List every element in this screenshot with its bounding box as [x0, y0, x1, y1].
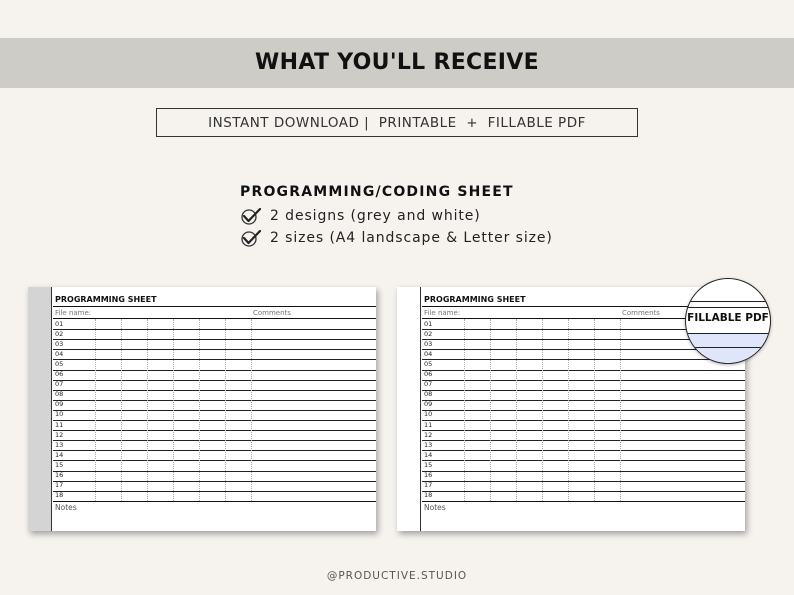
feature-item: [240, 230, 553, 246]
feature-item: [240, 208, 553, 224]
ruled-line: [53, 390, 376, 391]
row-number: 04: [424, 349, 433, 358]
column-guide: [225, 319, 226, 501]
lens-line: [686, 333, 770, 334]
ruled-line: [53, 420, 376, 421]
ruled-line: [422, 380, 745, 381]
column-guide: [251, 319, 252, 501]
ruled-line: [53, 430, 376, 431]
feature-text: 2 designs (grey and white): [270, 208, 481, 224]
row-number: 14: [424, 450, 433, 459]
banner-title: WHAT YOU'LL RECEIVE: [255, 50, 539, 75]
sheet-content: [53, 287, 376, 531]
sheet-preview-grey: [28, 287, 376, 531]
column-guide: [568, 319, 569, 501]
row-number: 15: [55, 460, 64, 469]
fillable-pdf-label: FILLABLE PDF: [687, 312, 769, 324]
fillable-pdf-magnifier: [685, 278, 771, 364]
feature-text: 2 sizes (A4 landscape & Letter size): [270, 230, 553, 246]
column-guide: [490, 319, 491, 501]
features-section: [240, 184, 553, 246]
row-number: 12: [424, 430, 433, 439]
ruled-line: [53, 318, 376, 319]
row-number: 07: [424, 380, 433, 389]
ruled-line: [422, 471, 745, 472]
row-number: 14: [55, 450, 64, 459]
ruled-line: [422, 370, 745, 371]
ruled-line: [53, 339, 376, 340]
ruled-line: [422, 491, 745, 492]
checkmark-icon: [240, 207, 262, 225]
ruled-line: [422, 390, 745, 391]
features-title: PROGRAMMING/CODING SHEET: [240, 184, 514, 200]
ruled-line: [422, 481, 745, 482]
row-number: 01: [55, 319, 64, 328]
column-guide: [594, 319, 595, 501]
row-number: 18: [55, 491, 64, 500]
sheet-title: PROGRAMMING SHEET: [424, 295, 526, 304]
column-guide: [464, 319, 465, 501]
ruled-line: [53, 460, 376, 461]
row-number: 06: [55, 370, 64, 378]
ruled-line: [53, 471, 376, 472]
ruled-line: [53, 400, 376, 401]
row-number: 16: [424, 471, 433, 479]
row-number: 01: [424, 319, 433, 328]
row-number: 10: [424, 410, 433, 419]
ruled-line: [53, 410, 376, 411]
notes-label: Notes: [55, 503, 77, 512]
file-name-label: File name:: [424, 309, 461, 317]
ruled-line: [422, 501, 745, 502]
column-guide: [147, 319, 148, 501]
ruled-line: [422, 460, 745, 461]
row-number: 11: [424, 420, 433, 429]
row-number: 04: [55, 349, 64, 358]
checkmark-icon: [240, 229, 262, 247]
row-number: 09: [424, 400, 433, 409]
row-number: 13: [424, 440, 433, 449]
lens-line: [686, 301, 770, 302]
row-number: 10: [55, 410, 64, 419]
lens-line: [686, 307, 770, 308]
comments-label: Comments: [253, 309, 291, 317]
ruled-line: [422, 400, 745, 401]
ruled-line: [53, 359, 376, 360]
row-number: 11: [55, 420, 64, 429]
row-number: 18: [424, 491, 433, 500]
delivery-info-box: [156, 108, 638, 137]
column-guide: [620, 319, 621, 501]
row-number: 07: [55, 380, 64, 389]
row-number: 08: [424, 390, 433, 399]
ruled-line: [422, 440, 745, 441]
ruled-line: [53, 329, 376, 330]
row-number: 08: [55, 390, 64, 399]
column-guide: [542, 319, 543, 501]
ruled-line: [53, 349, 376, 350]
sheet-side-strip: [397, 287, 421, 531]
ruled-line: [422, 450, 745, 451]
comments-label: Comments: [622, 309, 660, 317]
row-number: 02: [424, 329, 433, 338]
sheet-title: PROGRAMMING SHEET: [55, 295, 157, 304]
row-number: 09: [55, 400, 64, 409]
row-number: 03: [424, 339, 433, 348]
ruled-line: [53, 501, 376, 502]
column-guide: [199, 319, 200, 501]
row-number: 05: [55, 359, 64, 368]
column-guide: [173, 319, 174, 501]
header-banner: [0, 38, 794, 88]
ruled-line: [53, 380, 376, 381]
file-name-label: File name:: [55, 309, 92, 317]
row-number: 13: [55, 440, 64, 449]
row-number: 16: [55, 471, 64, 479]
column-guide: [121, 319, 122, 501]
row-number: 02: [55, 329, 64, 338]
row-number: 06: [424, 370, 433, 378]
delivery-info-text: INSTANT DOWNLOAD | PRINTABLE + FILLABLE PDF: [208, 115, 586, 131]
sheet-side-strip: [28, 287, 52, 531]
ruled-line: [53, 491, 376, 492]
row-number: 03: [55, 339, 64, 348]
row-number: 12: [55, 430, 64, 439]
ruled-line: [53, 440, 376, 441]
row-number: 17: [424, 481, 433, 490]
lens-highlight-band: [686, 348, 770, 362]
ruled-line: [422, 410, 745, 411]
column-guide: [516, 319, 517, 501]
ruled-line: [53, 450, 376, 451]
row-number: 05: [424, 359, 433, 368]
notes-label: Notes: [424, 503, 446, 512]
ruled-line: [53, 370, 376, 371]
lens-highlight-band: [686, 333, 770, 347]
row-number: 15: [424, 460, 433, 469]
row-number: 17: [55, 481, 64, 490]
footer-handle: @PRODUCTIVE.STUDIO: [326, 570, 468, 582]
column-guide: [95, 319, 96, 501]
ruled-line: [53, 481, 376, 482]
ruled-line: [422, 430, 745, 431]
ruled-line: [53, 306, 376, 307]
ruled-line: [422, 420, 745, 421]
